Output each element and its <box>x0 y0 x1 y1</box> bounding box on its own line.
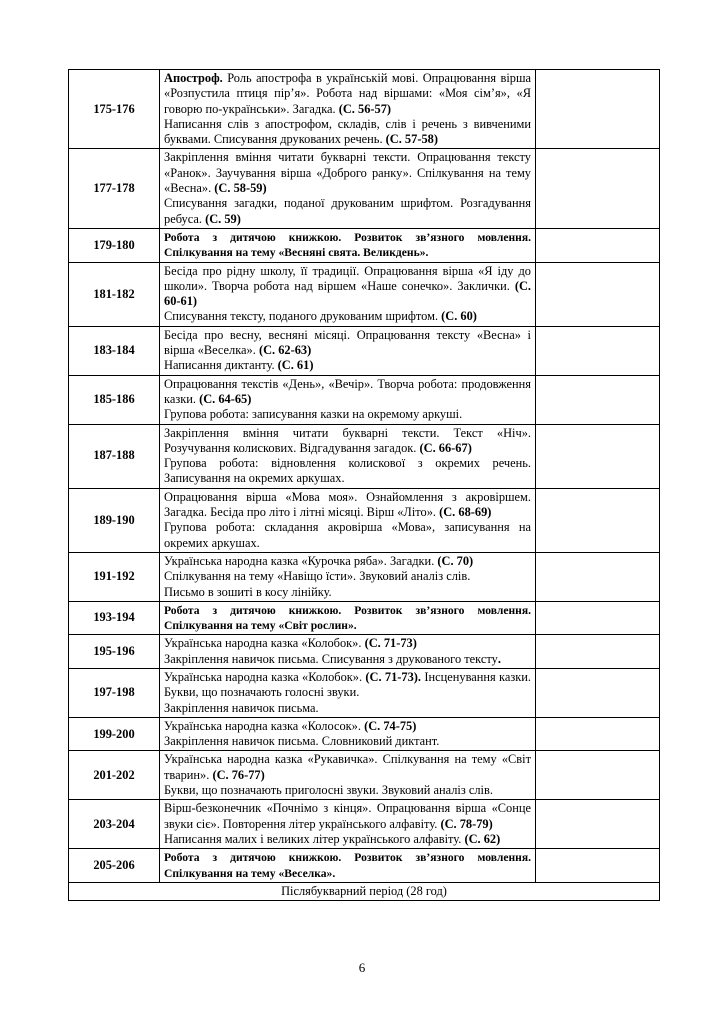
notes-cell <box>536 424 660 488</box>
lesson-number-cell: 201-202 <box>69 751 160 800</box>
page-reference: (С. 58-59) <box>214 181 267 196</box>
lesson-plan-table <box>68 69 660 901</box>
lesson-number-cell: 181-182 <box>69 262 160 326</box>
description-paragraph <box>164 264 531 310</box>
lesson-number-cell: 189-190 <box>69 488 160 552</box>
document-page <box>68 69 659 901</box>
notes-cell <box>536 375 660 424</box>
description-paragraph <box>164 850 531 881</box>
description-paragraph <box>164 783 531 798</box>
description-text: Закріплення навичок письма. <box>164 700 319 715</box>
description-text: Опрацювання текстів «День», «Вечір». Творча робота: продовження казки. <box>164 376 531 406</box>
page-reference: (С. 59) <box>205 211 241 226</box>
description-paragraph <box>164 752 531 783</box>
description-paragraph <box>164 603 531 634</box>
description-paragraph <box>164 196 531 227</box>
page-reference: (С. 64-65) <box>199 391 252 406</box>
description-paragraph <box>164 585 531 600</box>
notes-cell <box>536 149 660 228</box>
lesson-number-cell: 183-184 <box>69 326 160 375</box>
description-paragraph <box>164 358 531 373</box>
table-row <box>69 375 660 424</box>
notes-cell <box>536 70 660 149</box>
page-reference: (С. 71-73) <box>364 636 417 651</box>
description-text: Українська народна казка «Колобок». <box>164 636 365 651</box>
description-text: Українська народна казка «Колосок». <box>164 718 365 733</box>
lesson-number-cell: 199-200 <box>69 717 160 751</box>
description-text: Українська народна казка «Курочка ряба». Загадки. <box>164 553 438 568</box>
lesson-number-cell: 193-194 <box>69 601 160 635</box>
lesson-description-cell <box>160 326 536 375</box>
lesson-number-cell: 175-176 <box>69 70 160 149</box>
description-paragraph <box>164 426 531 457</box>
description-paragraph <box>164 636 531 651</box>
page-reference: (С. 60-61) <box>164 278 531 309</box>
description-paragraph <box>164 490 531 521</box>
page-reference: (С. 76-77) <box>212 767 265 782</box>
lesson-description-cell <box>160 375 536 424</box>
period-cell: Післябукварний період (28 год) <box>69 882 660 900</box>
description-paragraph <box>164 150 531 196</box>
lesson-description-cell <box>160 849 536 883</box>
description-text: Спілкування на тему «Навіщо їсти». Звуковий аналіз слів. <box>164 569 471 584</box>
description-text: Опрацювання вірша «Мова моя». Ознайомлення з акровіршем. Загадка. Бесіда про літо і літні місяці. Вірш «Літо». <box>164 489 531 520</box>
description-text: Закріплення вміння читати букварні тексти. Опрацювання тексту «Ранок». Заучування вірша «Доброго ранку». Спілкування на тему «Весна». <box>164 150 531 196</box>
description-text: Бесіда про рідну школу, її традиції. Опрацювання вірша «Я іду до школи». Творча робота над віршем «Наше сонечко». Заклички. <box>164 263 531 293</box>
notes-cell <box>536 800 660 849</box>
description-text: Українська народна казка «Рукавичка». Спілкування на тему «Світ тварин». <box>164 752 531 782</box>
description-paragraph <box>164 801 531 832</box>
lesson-description-cell <box>160 601 536 635</box>
page-reference: (С. 62-63) <box>258 343 312 358</box>
lesson-description-cell <box>160 149 536 228</box>
page-reference: (С. 57-58) <box>385 132 438 147</box>
description-paragraph <box>164 569 531 584</box>
description-text: Вірш-безконечник «Почнімо з кінця». Опрацювання вірша «Сонце звуки сіє». Повторення літер українського алфавіту. <box>164 801 531 831</box>
lesson-description-cell <box>160 424 536 488</box>
description-text: Списування загадки, поданої друкованим шрифтом. Розгадування ребуса. <box>164 196 531 226</box>
page-reference: (С. 78-79) <box>440 816 493 831</box>
lesson-number-cell: 205-206 <box>69 849 160 883</box>
description-text: Групова робота: записування казки на окремому аркуші. <box>164 407 463 422</box>
lesson-number-cell: 179-180 <box>69 228 160 262</box>
lesson-description-cell <box>160 800 536 849</box>
notes-cell <box>536 668 660 717</box>
lesson-description-cell <box>160 635 536 669</box>
notes-cell <box>536 488 660 552</box>
table-row <box>69 70 660 149</box>
lesson-description-cell <box>160 552 536 601</box>
description-text: Бесіда про весну, весняні місяці. Опрацювання тексту «Весна» і вірша «Веселка». <box>164 327 531 358</box>
lesson-description-cell <box>160 751 536 800</box>
description-text: Букви, що позначають приголосні звуки. Звуковий аналіз слів. <box>164 783 493 798</box>
table-row <box>69 849 660 883</box>
page-reference: (С. 56-57) <box>338 101 392 116</box>
description-paragraph <box>164 832 531 847</box>
description-paragraph <box>164 328 531 359</box>
table-row <box>69 601 660 635</box>
description-paragraph <box>164 71 531 117</box>
notes-cell <box>536 326 660 375</box>
description-paragraph <box>164 456 531 487</box>
page-reference: (С. 60) <box>441 309 477 324</box>
page-reference: (С. 66-67) <box>419 440 472 455</box>
description-paragraph <box>164 309 531 324</box>
table-row <box>69 751 660 800</box>
table-body <box>69 70 660 883</box>
description-text: Інсценування казки. Букви, що позначають голосні звуки. <box>164 669 532 700</box>
lesson-number-cell: 187-188 <box>69 424 160 488</box>
description-paragraph <box>164 230 531 261</box>
description-paragraph <box>164 377 531 408</box>
table-row <box>69 635 660 669</box>
description-text: Роль апострофа в українській мові. Опрацювання вірша «Розпустила птиця пір’я». Робота над віршами: «Моя сім’я», «Я говорю по-українськи». Загадка. <box>164 71 531 116</box>
description-text: Українська народна казка «Колобок». <box>164 669 366 684</box>
table-row <box>69 228 660 262</box>
lesson-description-cell <box>160 70 536 149</box>
page-number: 6 <box>358 960 366 975</box>
table-row <box>69 552 660 601</box>
notes-cell <box>536 849 660 883</box>
page-reference: (С. 70) <box>437 553 474 568</box>
lesson-description-cell <box>160 717 536 751</box>
description-text: Написання диктанту. <box>164 358 278 373</box>
table-row <box>69 800 660 849</box>
notes-cell <box>536 751 660 800</box>
description-text: Написання малих і великих літер українського алфавіту. <box>164 831 465 846</box>
notes-cell <box>536 262 660 326</box>
description-text: Закріплення навичок письма. Словниковий диктант. <box>164 734 440 749</box>
notes-cell <box>536 635 660 669</box>
notes-cell <box>536 552 660 601</box>
page-reference: (С. 74-75) <box>364 718 417 733</box>
description-paragraph <box>164 734 531 749</box>
description-text: Написання слів з апострофом, складів, слів і речень з вивченими буквами. Списування друкованих речень. <box>164 116 531 147</box>
page-reference: Апостроф. <box>164 71 223 85</box>
page-reference: (С. 68-69) <box>439 505 492 520</box>
page-reference: (С. 61) <box>277 358 314 373</box>
description-text: Групова робота: складання акровірша «Мова», записування на окремих аркушах. <box>164 520 531 550</box>
description-paragraph <box>164 117 531 148</box>
page-reference: (С. 62) <box>464 831 501 846</box>
page-reference: (С. 71-73). <box>365 669 422 684</box>
table-row <box>69 149 660 228</box>
description-paragraph <box>164 701 531 716</box>
description-text: Робота з дитячою книжкою. Розвиток зв’язного мовлення. Спілкування на тему «Веселка». <box>164 851 531 880</box>
notes-cell <box>536 717 660 751</box>
table-row <box>69 717 660 751</box>
lesson-number-cell: 195-196 <box>69 635 160 669</box>
lesson-description-cell <box>160 228 536 262</box>
page-reference: . <box>497 651 501 666</box>
lesson-description-cell <box>160 262 536 326</box>
description-paragraph <box>164 719 531 734</box>
description-text: Робота з дитячою книжкою. Розвиток зв’язного мовлення. Спілкування на тему «Весняні свята. Великдень». <box>164 230 531 260</box>
lesson-number-cell: 197-198 <box>69 668 160 717</box>
table-row <box>69 668 660 717</box>
table-row <box>69 424 660 488</box>
description-paragraph <box>164 670 531 701</box>
description-text: Робота з дитячою книжкою. Розвиток зв’язного мовлення. Спілкування на тему «Світ рослин». <box>164 603 531 633</box>
lesson-description-cell <box>160 488 536 552</box>
description-text: Закріплення навичок письма. Списування з друкованого тексту <box>164 651 498 666</box>
lesson-number-cell: 185-186 <box>69 375 160 424</box>
description-paragraph <box>164 407 531 422</box>
description-paragraph <box>164 520 531 551</box>
description-text: Письмо в зошиті в косу лінійку. <box>164 584 332 599</box>
description-paragraph <box>164 554 531 569</box>
period-row <box>69 882 660 900</box>
notes-cell <box>536 601 660 635</box>
table-row <box>69 488 660 552</box>
description-text: Списування тексту, поданого друкованим шрифтом. <box>164 309 442 324</box>
notes-cell <box>536 228 660 262</box>
lesson-number-cell: 177-178 <box>69 149 160 228</box>
table-row <box>69 326 660 375</box>
lesson-number-cell: 203-204 <box>69 800 160 849</box>
lesson-description-cell <box>160 668 536 717</box>
lesson-number-cell: 191-192 <box>69 552 160 601</box>
description-paragraph <box>164 652 531 667</box>
table-row <box>69 262 660 326</box>
description-text: Закріплення вміння читати букварні тексти. Текст «Ніч». Розучування колискових. Відгадування загадок. <box>164 425 531 455</box>
description-text: Групова робота: відновлення колискової з окремих речень. Записування на окремих аркушах. <box>164 456 531 486</box>
